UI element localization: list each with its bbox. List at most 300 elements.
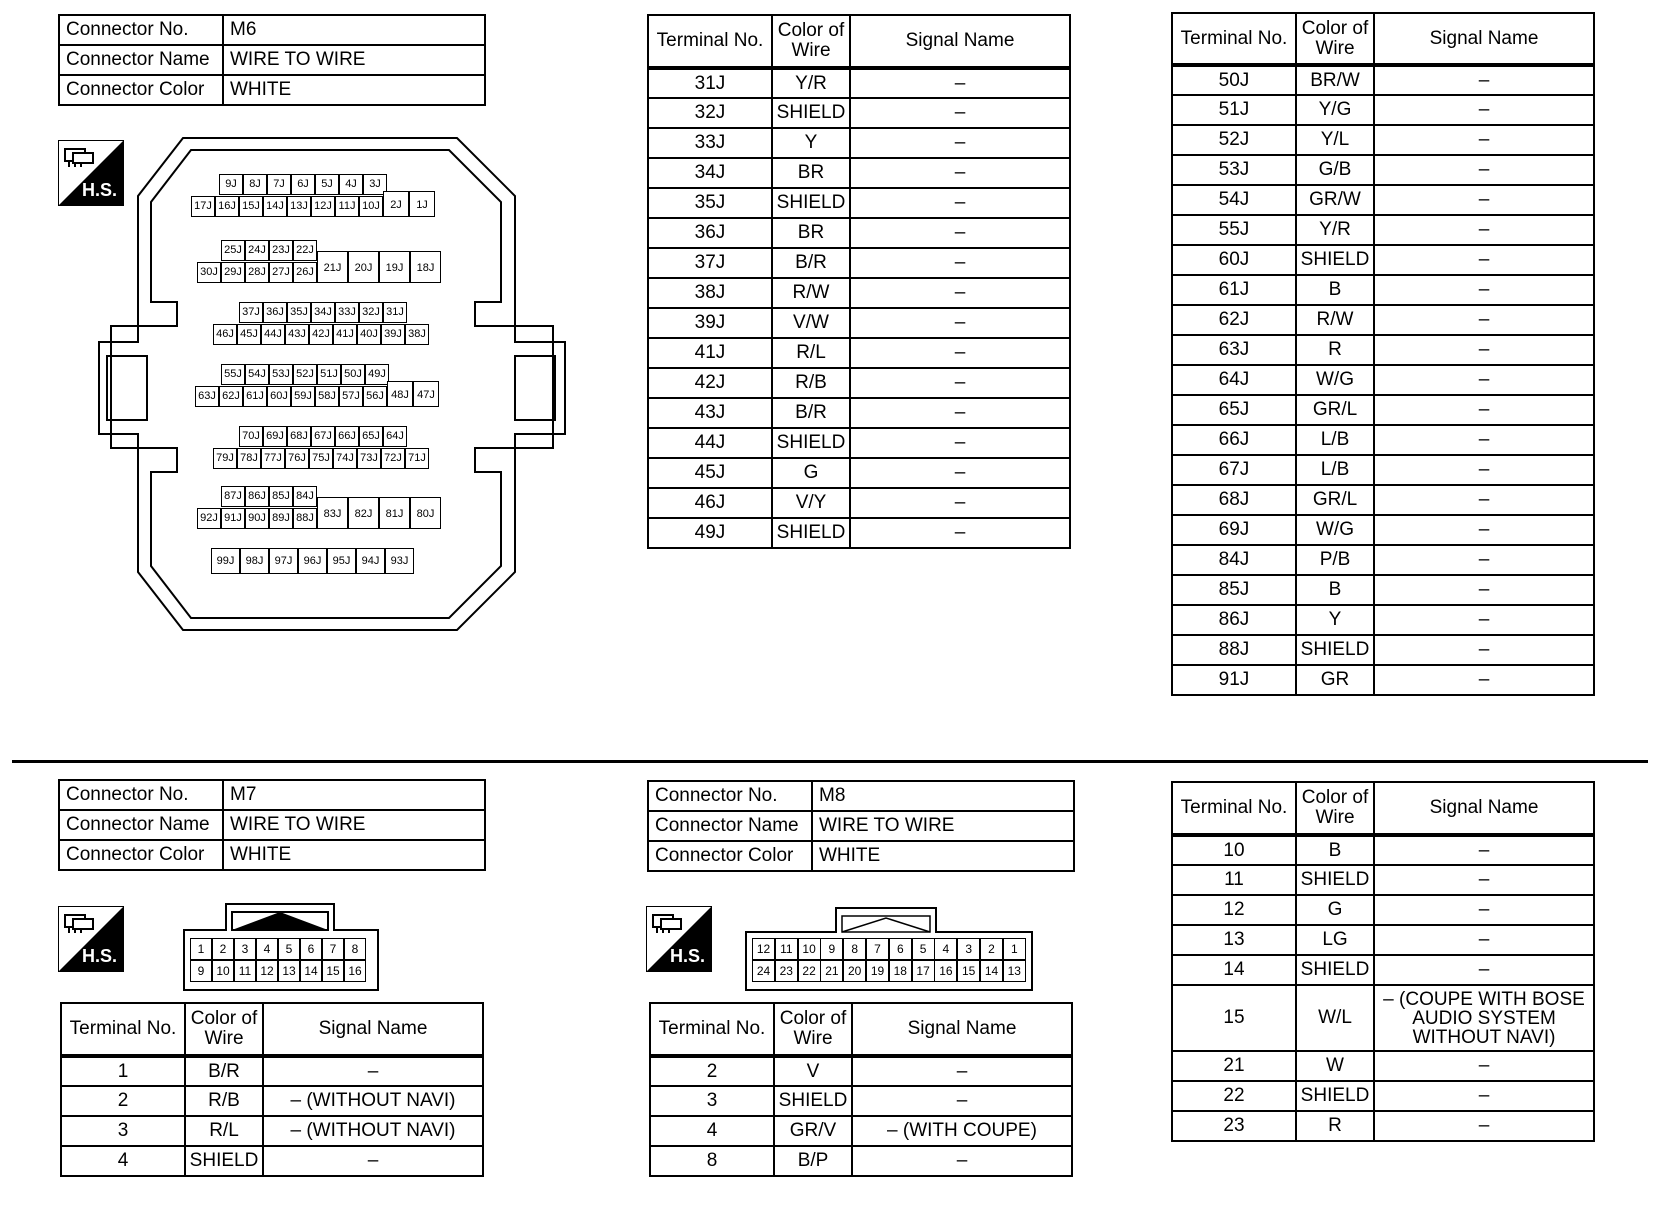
signal-name-cell: – [850,218,1070,248]
signal-name-cell: – [1374,215,1594,245]
wire-color-cell: SHIELD [185,1146,263,1176]
connector-pin: 29J [221,262,245,283]
connector-pin: 74J [333,448,357,469]
wire-color-cell: R [1296,1111,1374,1141]
value: M7 [223,780,485,810]
wire-color-cell: W [1296,1051,1374,1081]
terminal-no-cell: 67J [1172,455,1296,485]
connector-pin: 66J [335,426,359,447]
connector-pin: 60J [267,386,291,407]
wire-color-cell: SHIELD [772,428,850,458]
wire-color-cell: R/W [772,278,850,308]
connector-pin: 9 [190,960,212,982]
terminal-no-cell: 44J [648,428,772,458]
connector-pin: 15J [239,196,263,217]
label: Connector Name [59,810,223,840]
m8-connector-info [647,780,1075,872]
connector-pin: 41J [333,324,357,345]
wire-color-cell: V [774,1056,852,1086]
signal-name-cell: – [850,278,1070,308]
hs-label: H.S. [81,180,117,200]
connector-pin: 32J [359,302,383,323]
connector-pin: 88J [293,508,317,529]
connector-pin: 86J [245,486,269,507]
connector-pin: 57J [339,386,363,407]
connector-pin: 26J [293,262,317,283]
table-row [1172,895,1594,925]
terminal-no-cell: 3 [61,1116,185,1146]
connector-pin: 9J [219,174,243,195]
wire-color-cell: GR/L [1296,485,1374,515]
terminal-no-cell: 13 [1172,925,1296,955]
connector-pin: 52J [293,364,317,385]
connector-pin: 71J [405,448,429,469]
connector-pin: 27J [269,262,293,283]
terminal-no-cell: 61J [1172,275,1296,305]
connector-pin: 42J [309,324,333,345]
connector-pin: 47J [413,381,439,407]
terminal-no-cell: 36J [648,218,772,248]
wire-color-cell: R/B [772,368,850,398]
table-row [648,278,1070,308]
color-header: Color of Wire [1296,13,1374,65]
value: WIRE TO WIRE [812,811,1074,841]
signal-name-cell: – [263,1056,483,1086]
terminal-no-header: Terminal No. [1172,13,1296,65]
connector-pin: 48J [387,381,413,407]
wire-color-cell: B [1296,275,1374,305]
terminal-no-cell: 86J [1172,605,1296,635]
wire-color-cell: W/G [1296,365,1374,395]
wire-color-cell: GR/W [1296,185,1374,215]
terminal-no-cell: 4 [650,1116,774,1146]
table-row [1172,95,1594,125]
connector-pin: 4 [934,938,957,960]
terminal-no-cell: 10 [1172,835,1296,865]
signal-name-cell: – [1374,1051,1594,1081]
signal-name-cell: – [1374,895,1594,925]
signal-name-cell: – [850,518,1070,548]
wire-color-cell: W/G [1296,515,1374,545]
connector-pin: 11 [775,938,798,960]
connector-pin: 93J [385,548,414,574]
value: M6 [223,15,485,45]
connector-pin: 19J [379,251,410,283]
signal-name-cell: – [852,1086,1072,1116]
terminal-no-cell: 62J [1172,305,1296,335]
signal-name-cell: – [263,1146,483,1176]
terminal-no-cell: 37J [648,248,772,278]
terminal-no-cell: 49J [648,518,772,548]
connector-pin: 95J [327,548,356,574]
label: Connector Name [648,811,812,841]
connector-pin: 40J [357,324,381,345]
wire-color-cell: SHIELD [1296,865,1374,895]
table-row [1172,185,1594,215]
terminal-no-cell: 52J [1172,125,1296,155]
signal-name-cell: – [1374,545,1594,575]
connector-pin: 6 [300,938,322,960]
connector-pin: 43J [285,324,309,345]
table-row [1172,425,1594,455]
table-row [1172,605,1594,635]
terminal-no-cell: 2 [650,1056,774,1086]
wire-color-cell: SHIELD [774,1086,852,1116]
table-row [1172,395,1594,425]
table-row [1172,865,1594,895]
value: WIRE TO WIRE [223,810,485,840]
wire-color-cell: Y/G [1296,95,1374,125]
table-row [1172,125,1594,155]
connector-pin: 89J [269,508,293,529]
connector-pin: 9 [820,938,843,960]
table-row [1172,835,1594,865]
table-row [1172,635,1594,665]
connector-pin: 85J [269,486,293,507]
table-row [648,98,1070,128]
wire-color-cell: Y/L [1296,125,1374,155]
wire-color-cell: B/R [772,398,850,428]
connector-pin: 1J [409,191,435,217]
connector-pin: 3 [957,938,980,960]
connector-pin: 13 [1003,960,1026,982]
connector-pin: 21J [317,251,348,283]
m7-terminal-table [60,1002,484,1177]
connector-pin: 14J [263,196,287,217]
connector-pin: 7 [322,938,344,960]
signal-name-cell: – [1374,925,1594,955]
m8-connector-face [744,906,1034,992]
connector-pin: 5 [912,938,935,960]
table-row [648,128,1070,158]
connector-pin: 97J [269,548,298,574]
wire-color-cell: SHIELD [1296,245,1374,275]
wire-color-cell: Y/R [772,68,850,98]
terminal-no-cell: 33J [648,128,772,158]
wire-color-cell: P/B [1296,545,1374,575]
connector-pin: 92J [197,508,221,529]
signal-name-cell: – [1374,955,1594,985]
connector-pin: 64J [383,426,407,447]
terminal-no-cell: 2 [61,1086,185,1116]
connector-pin: 2J [383,191,409,217]
connector-pin: 15 [322,960,344,982]
signal-name-cell: – [1374,125,1594,155]
table-row [1172,155,1594,185]
signal-name-cell: – [1374,185,1594,215]
wire-color-cell: R [1296,335,1374,365]
signal-name-cell: – [1374,155,1594,185]
connector-pin: 5 [278,938,300,960]
table-row [648,368,1070,398]
signal-name-cell: – [852,1146,1072,1176]
terminal-no-cell: 51J [1172,95,1296,125]
connector-pin: 79J [213,448,237,469]
signal-header: Signal Name [263,1003,483,1056]
signal-name-cell: – [850,188,1070,218]
signal-name-cell: – [1374,575,1594,605]
signal-name-cell: – [850,458,1070,488]
signal-name-cell: – [850,338,1070,368]
table-row [648,308,1070,338]
value: WHITE [223,75,485,105]
label: Connector Color [648,841,812,871]
color-header: Color of Wire [772,15,850,68]
signal-name-cell: – [850,368,1070,398]
connector-pin: 1 [190,938,212,960]
connector-pin: 16 [344,960,366,982]
connector-pin: 13 [278,960,300,982]
terminal-no-cell: 63J [1172,335,1296,365]
connector-pin: 62J [219,386,243,407]
wire-color-cell: V/W [772,308,850,338]
wire-color-cell: SHIELD [1296,1081,1374,1111]
terminal-no-cell: 65J [1172,395,1296,425]
connector-pin: 14 [980,960,1003,982]
table-row [648,398,1070,428]
label: Connector No. [59,15,223,45]
connector-pin: 3 [234,938,256,960]
connector-pin: 10 [798,938,821,960]
connector-pin: 24 [752,960,775,982]
terminal-no-cell: 11 [1172,865,1296,895]
signal-name-cell: – [852,1056,1072,1086]
wire-color-cell: BR [772,218,850,248]
table-row [648,218,1070,248]
table-row [1172,515,1594,545]
signal-name-cell: – [850,248,1070,278]
wire-color-cell: L/B [1296,455,1374,485]
table-row [648,428,1070,458]
label: Connector No. [648,781,812,811]
table-row [1172,245,1594,275]
table-row [1172,545,1594,575]
connector-pin: 54J [245,364,269,385]
signal-name-cell: – [1374,95,1594,125]
color-header: Color of Wire [185,1003,263,1056]
terminal-no-cell: 39J [648,308,772,338]
connector-pin: 10J [359,196,383,217]
signal-name-cell: – [1374,275,1594,305]
connector-pin: 3J [363,174,387,195]
table-row [1172,665,1594,695]
connector-pin: 22J [293,240,317,261]
table-row [1172,955,1594,985]
connector-pin: 61J [243,386,267,407]
connector-pin: 4 [256,938,278,960]
connector-pin: 98J [240,548,269,574]
table-row [648,158,1070,188]
connector-pin: 82J [348,497,379,529]
connector-pin: 37J [239,302,263,323]
connector-pin: 50J [341,364,365,385]
signal-header: Signal Name [1374,782,1594,835]
m7-connector-info [58,779,486,871]
signal-name-cell: – (WITHOUT NAVI) [263,1086,483,1116]
connector-pin: 45J [237,324,261,345]
connector-pin: 12 [752,938,775,960]
connector-pin: 8 [843,938,866,960]
connector-pin: 38J [405,324,429,345]
connector-pin: 65J [359,426,383,447]
connector-pin: 51J [317,364,341,385]
signal-name-cell: – [1374,865,1594,895]
wire-color-cell: GR [1296,665,1374,695]
connector-pin: 67J [311,426,335,447]
label: Connector Color [59,75,223,105]
connector-pin: 7J [267,174,291,195]
section-divider [12,760,1648,763]
table-row [1172,275,1594,305]
connector-pin: 15 [957,960,980,982]
table-row [648,458,1070,488]
terminal-no-cell: 22 [1172,1081,1296,1111]
signal-name-cell: – [850,428,1070,458]
connector-pin: 6 [889,938,912,960]
wire-color-cell: B/P [774,1146,852,1176]
wire-color-cell: SHIELD [1296,955,1374,985]
terminal-no-cell: 21 [1172,1051,1296,1081]
connector-pin: 84J [293,486,317,507]
connector-pin: 73J [357,448,381,469]
signal-name-cell: – [850,68,1070,98]
terminal-no-cell: 32J [648,98,772,128]
terminal-no-cell: 85J [1172,575,1296,605]
connector-pin: 24J [245,240,269,261]
connector-pin: 2 [980,938,1003,960]
wire-color-cell: R/W [1296,305,1374,335]
wire-color-cell: SHIELD [1296,635,1374,665]
hs-label: H.S. [81,946,117,966]
connector-pin: 83J [317,497,348,529]
signal-name-cell: – [1374,395,1594,425]
hs-label: H.S. [669,946,705,966]
wire-color-cell: Y/R [1296,215,1374,245]
connector-pin: 76J [285,448,309,469]
wire-color-cell: GR/V [774,1116,852,1146]
connector-pin: 44J [261,324,285,345]
connector-pin: 53J [269,364,293,385]
connector-pin: 58J [315,386,339,407]
color-header: Color of Wire [774,1003,852,1056]
wire-color-cell: Y [772,128,850,158]
table-row [648,188,1070,218]
terminal-no-cell: 34J [648,158,772,188]
connector-pin: 46J [213,324,237,345]
table-row [61,1056,483,1086]
wire-color-cell: B [1296,835,1374,865]
signal-name-cell: – [1374,605,1594,635]
table-row [648,248,1070,278]
signal-name-cell: – [1374,1081,1594,1111]
signal-name-cell: – [850,158,1070,188]
connector-pin: 91J [221,508,245,529]
wire-color-cell: SHIELD [772,98,850,128]
connector-pin: 55J [221,364,245,385]
signal-header: Signal Name [1374,13,1594,65]
table-row [1172,1081,1594,1111]
terminal-no-cell: 14 [1172,955,1296,985]
table-row [1172,215,1594,245]
wire-color-cell: LG [1296,925,1374,955]
connector-pin: 21 [820,960,843,982]
connector-pin: 70J [239,426,263,447]
signal-name-cell: – [1374,485,1594,515]
wire-color-cell: G/B [1296,155,1374,185]
table-row [1172,1111,1594,1141]
value: WIRE TO WIRE [223,45,485,75]
connector-pin: 80J [410,497,441,529]
terminal-no-cell: 60J [1172,245,1296,275]
terminal-no-cell: 53J [1172,155,1296,185]
wire-color-cell: Y [1296,605,1374,635]
connector-pin: 1 [1003,938,1026,960]
connector-pin: 69J [263,426,287,447]
terminal-no-cell: 55J [1172,215,1296,245]
m8-terminal-table-2 [1171,781,1595,1142]
signal-name-cell: – [1374,365,1594,395]
terminal-no-cell: 91J [1172,665,1296,695]
terminal-no-cell: 3 [650,1086,774,1116]
wire-color-cell: R/L [772,338,850,368]
connector-pin: 12 [256,960,278,982]
signal-name-cell: – [1374,335,1594,365]
connector-pin: 11J [335,196,359,217]
signal-name-cell: – [1374,65,1594,95]
connector-pin: 7 [866,938,889,960]
connector-pin: 81J [379,497,410,529]
connector-pin: 12J [311,196,335,217]
table-row [1172,65,1594,95]
signal-name-cell: – [1374,1111,1594,1141]
table-row [650,1116,1072,1146]
terminal-no-cell: 88J [1172,635,1296,665]
terminal-no-cell: 68J [1172,485,1296,515]
signal-name-cell: – [850,308,1070,338]
wire-color-cell: GR/L [1296,395,1374,425]
table-row [1172,335,1594,365]
signal-name-cell: – (COUPE WITH BOSE AUDIO SYSTEM WITHOUT NAVI) [1374,985,1594,1051]
m6-connector-face [95,136,570,636]
m6-terminal-table-1 [647,14,1071,549]
connector-pin: 23 [775,960,798,982]
connector-pin: 16 [934,960,957,982]
terminal-no-cell: 50J [1172,65,1296,95]
table-row [61,1146,483,1176]
connector-pin: 11 [234,960,256,982]
connector-pin: 87J [221,486,245,507]
terminal-no-cell: 23 [1172,1111,1296,1141]
table-row [61,1116,483,1146]
label: Connector Name [59,45,223,75]
connector-pin: 19 [866,960,889,982]
connector-pin: 17 [912,960,935,982]
connector-pin: 16J [215,196,239,217]
terminal-no-header: Terminal No. [650,1003,774,1056]
terminal-no-cell: 43J [648,398,772,428]
connector-pin: 34J [311,302,335,323]
signal-name-cell: – [1374,455,1594,485]
connector-pin: 35J [287,302,311,323]
value: WHITE [812,841,1074,871]
connector-pin: 63J [195,386,219,407]
wire-color-cell: R/L [185,1116,263,1146]
connector-pin: 49J [365,364,389,385]
table-row [61,1086,483,1116]
terminal-no-cell: 54J [1172,185,1296,215]
terminal-no-cell: 38J [648,278,772,308]
terminal-no-cell: 31J [648,68,772,98]
